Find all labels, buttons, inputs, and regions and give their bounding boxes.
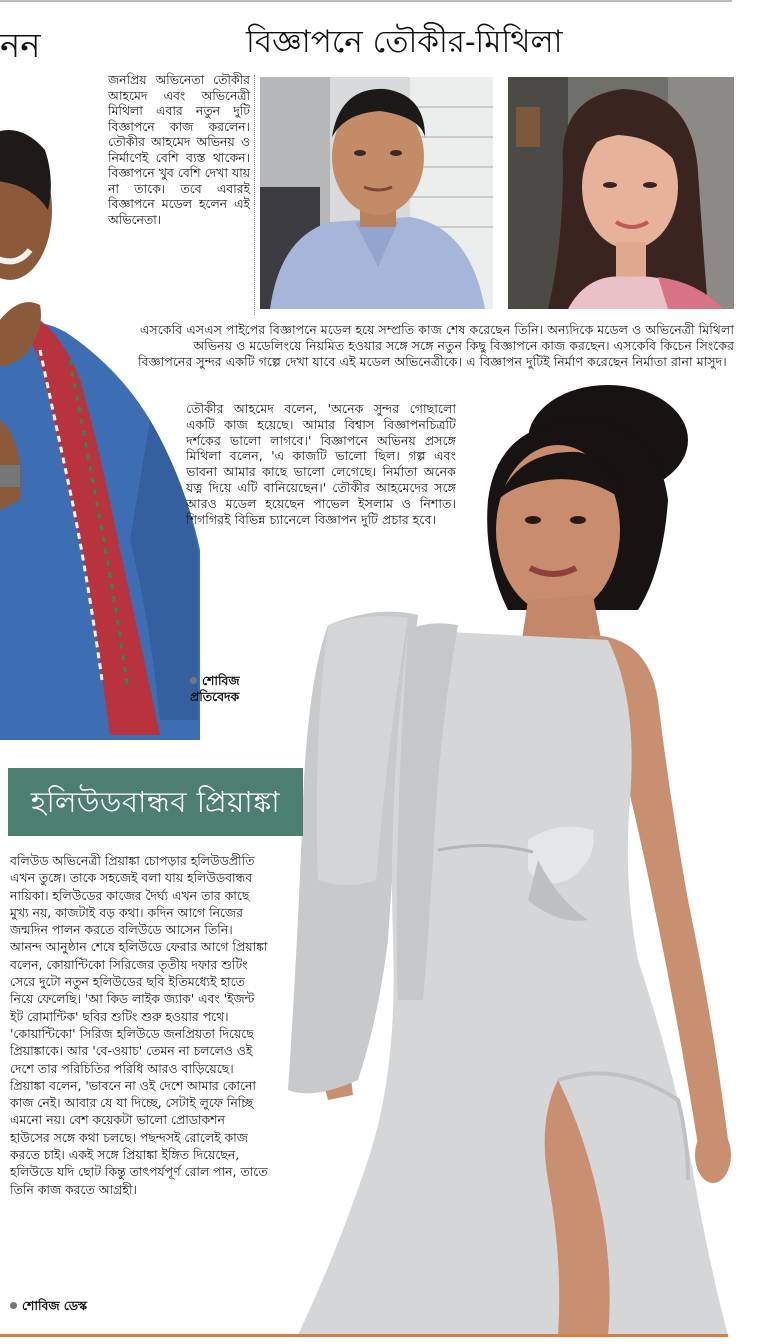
top-rule xyxy=(0,0,732,2)
tauqir-intro-text: জনপ্রিয় অভিনেতা তৌকীর আহমেদ এবং অভিনেত্রী মিথিলা এবার নতুন দুটি বিজ্ঞাপনে কাজ করলেন। তৌকীর আহমেদ অভিনয় ও নির্মাণেই বেশি ব্যস্ত থাকেন। বিজ্ঞাপনে খুব বেশি দেখা যায় না তাকে। তবে এবারই বিজ্ঞাপনে মডেল হলেন এই অভিনেতা। xyxy=(108,72,250,227)
priyanka-headline-banner: হলিউডবান্ধব প্রিয়াঙ্কা xyxy=(8,768,303,836)
byline-bullet xyxy=(10,1302,17,1309)
tauqir-quotes-text: তৌকীর আহমেদ বলেন, 'অনেক সুন্দর গোছালো একটি কাজ হয়েছে। আমার বিশ্বাস বিজ্ঞাপনচিত্রটি দর্শকের ভালো লাগবে।' বিজ্ঞাপনে অভিনয় প্রসঙ্গে মিথিলা বলেন, 'এ কাজটি ভালো ছিল। গল্প এবং ভাবনা আমার কাছে ভালো লেগেছে। নির্মাতা অনেক যত্ন দিয়ে এটি বানিয়েছেন।' তৌকীর আহমেদের সঙ্গে আরও মডেল হয়েছেন পাভেল ইসলাম ও নিশাত। শিগগিরই বিভিন্ন চ্যানেলে বিজ্ঞাপন দুটি প্রচার হবে। xyxy=(186,401,456,527)
priyanka-story-text: বলিউড অভিনেত্রী প্রিয়াঙ্কা চোপড়ার হলিউডপ্রীতি এখন তুঙ্গে। তাকে সহজেই বলা যায় হলিউডবান্ধব নায়িকা। হলিউডের কাজের দৈর্ঘ্য এখন তার কাছে মুখ্য নয়, কাজটাই বড় কথা। কদিন আগে নিজের জন্মদিন পালন করতে বলিউডে আসেন তিনি। আনন্দ আনুষ্ঠান শেষে হলিউডে ফেরার আগে প্রিয়াঙ্কা বলেন, কোয়ান্টিকো সিরিজের তৃতীয় দফার শুটিং সেরে দুটো নতুন হলিউডের ছবি ইতিমধ্যেই হাতে নিয়ে ফেলেছি। 'আ কিড লাইক জ্যাক' এবং 'ইজন্ট ইট রোমান্টিক' ছবির শুটিং শুরু হওয়ার পথে। 'কোয়ান্টিকো' সিরিজ হলিউডে জনপ্রিয়তা দিয়েছে প্রিয়াঙ্কাকে। আর 'বে-ওয়াচ' তেমন না চললেও ওই দেশে তার পরিচিতির পরিধি আরও বাড়িয়েছে। প্রিয়াঙ্কা বলেন, 'ভাবনে না ওই দেশে আমার কোনো কাজ নেই। আবার যে যা দিচ্ছে, সেটাই লুফে নিচ্ছি এমনো নয়। বেশ কয়েকটা ভালো প্রোডাকশন হাউসের সঙ্গে কথা চলছে। পছন্দসই রোলেই কাজ করতে চাই। একই সঙ্গে প্রিয়াঙ্কা ইঙ্গিত দিয়েছেন, হলিউডে যদি ছোট কিন্তু তাৎপর্যপূর্ণ রোল পান, তাতে তিনি কাজ করতে আগ্রহী। xyxy=(10,853,268,1197)
priyanka-byline xyxy=(10,1298,170,1314)
byline-desk: শোবিজ xyxy=(202,673,240,688)
byline-desk: শোবিজ ডেস্ক xyxy=(22,1298,87,1313)
tauqir-continuation-text: এসকেবি এসএস পাইপের বিজ্ঞাপনে মডেল হয়ে সম্প্রতি কাজ শেষ করেছেন তিনি। অন্যদিকে মডেল ও অভিনেত্রী মিথিলা অভিনয় ও মডেলিংয়ে নিয়মিত হওয়ার সঙ্গে সঙ্গে নতুন কিছু বিজ্ঞাপনে কাজ করছেন। এসকেবি কিচেন সিংকের বিজ্ঞাপনের সুন্দর একটি গল্পে দেখা যাবে এই মডেল অভিনেত্রীকে। এ বিজ্ঞাপন দুটিই নির্মাণ করেছেন নির্মাতা রানা মাসুদ। xyxy=(138,322,734,369)
byline-bullet xyxy=(190,677,197,684)
bottom-rule xyxy=(0,1334,728,1337)
tauqir-ahmed-photo xyxy=(260,77,493,309)
adjacent-story-headline: নন xyxy=(0,26,41,66)
column-divider xyxy=(254,75,255,315)
mithila-photo xyxy=(508,77,734,309)
tauqir-byline xyxy=(190,673,280,705)
byline-role: প্রতিবেদক xyxy=(190,689,240,704)
tauqir-mithila-headline: বিজ্ঞাপনে তৌকীর-মিথিলা xyxy=(246,24,563,60)
